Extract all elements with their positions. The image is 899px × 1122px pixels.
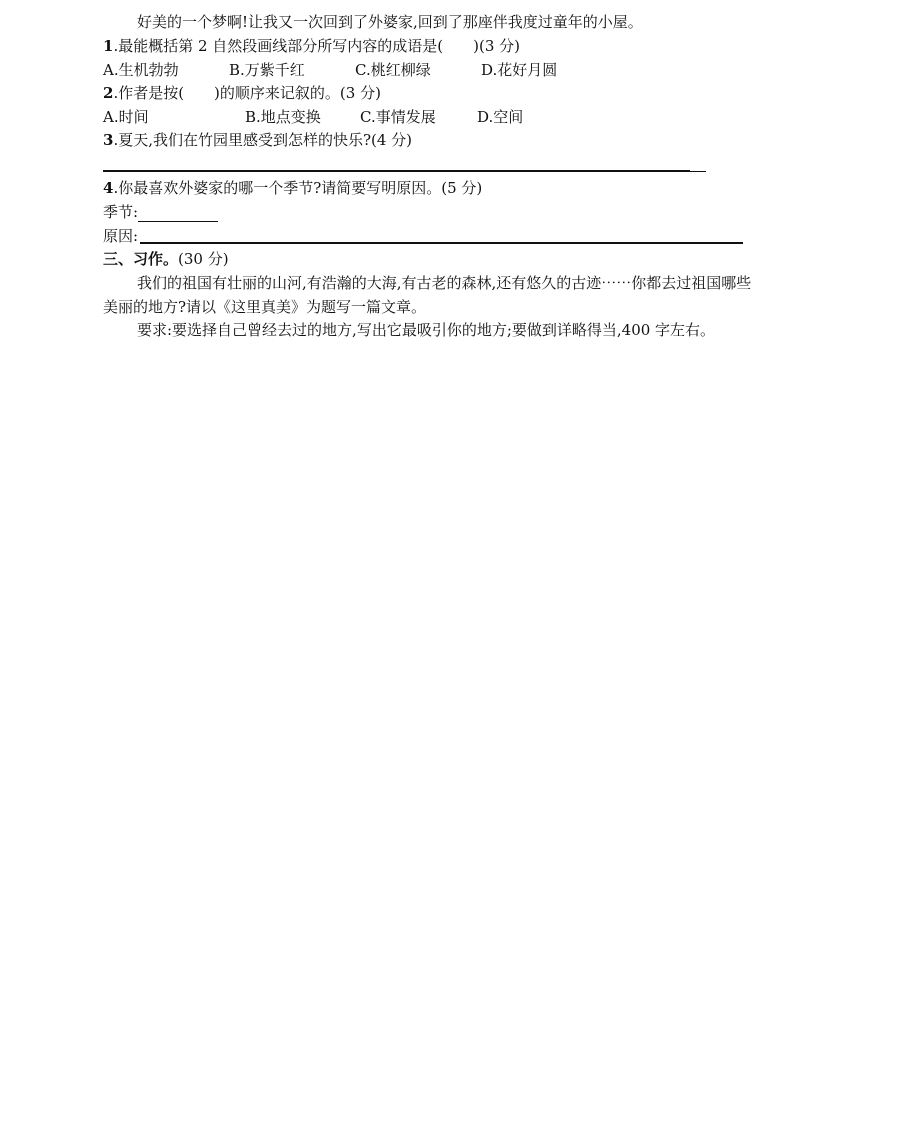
question-3-text: .夏天,我们在竹园里感受到怎样的快乐?(4 分) xyxy=(113,131,413,149)
season-label: 季节: xyxy=(103,203,139,221)
season-row xyxy=(103,202,218,222)
option-b: B.地点变换 xyxy=(245,108,321,126)
option-c: C.桃红柳绿 xyxy=(355,61,431,79)
essay-requirement: 要求:要选择自己曾经去过的地方,写出它最吸引你的地方;要做到详略得当,400 字左右。 xyxy=(137,321,716,339)
section-3-heading xyxy=(103,249,229,269)
passage-end: 好美的一个梦啊!让我又一次回到了外婆家,回到了那座伴我度过童年的小屋。 xyxy=(137,13,643,31)
option-c: C.事情发展 xyxy=(360,108,436,126)
question-2-number: 2 xyxy=(103,84,114,102)
question-1-number: 1 xyxy=(103,37,114,55)
option-b: B.万紫千红 xyxy=(229,61,305,79)
option-a: A.时间 xyxy=(103,108,149,126)
essay-prompt-line-2: 美丽的地方?请以《这里真美》为题写一篇文章。 xyxy=(103,298,427,316)
option-d: D.花好月圆 xyxy=(481,61,558,79)
option-d: D.空间 xyxy=(477,108,524,126)
season-blank[interactable] xyxy=(138,205,218,222)
answer-line-q3-tail xyxy=(690,171,706,172)
question-3-number: 3 xyxy=(103,131,114,149)
answer-line-q3[interactable] xyxy=(103,170,690,172)
reason-answer-line[interactable] xyxy=(140,242,743,244)
essay-prompt-line-1: 我们的祖国有壮丽的山河,有浩瀚的大海,有古老的森林,还有悠久的古迹⋯⋯你都去过祖国哪些 xyxy=(137,274,752,292)
question-2 xyxy=(103,83,381,103)
reason-label: 原因: xyxy=(103,227,139,245)
question-4 xyxy=(103,178,482,198)
section-3-points: (30 分) xyxy=(178,250,229,268)
option-a: A.生机勃勃 xyxy=(103,61,179,79)
section-3-title: 三、习作。 xyxy=(103,250,179,268)
question-1 xyxy=(103,36,520,56)
question-1-text: .最能概括第 2 自然段画线部分所写内容的成语是( )(3 分) xyxy=(113,37,521,55)
question-3 xyxy=(103,130,412,150)
question-2-text: .作者是按( )的顺序来记叙的。(3 分) xyxy=(113,84,381,102)
question-4-number: 4 xyxy=(103,179,114,197)
reason-row xyxy=(103,226,138,246)
question-4-text: .你最喜欢外婆家的哪一个季节?请简要写明原因。(5 分) xyxy=(113,179,483,197)
